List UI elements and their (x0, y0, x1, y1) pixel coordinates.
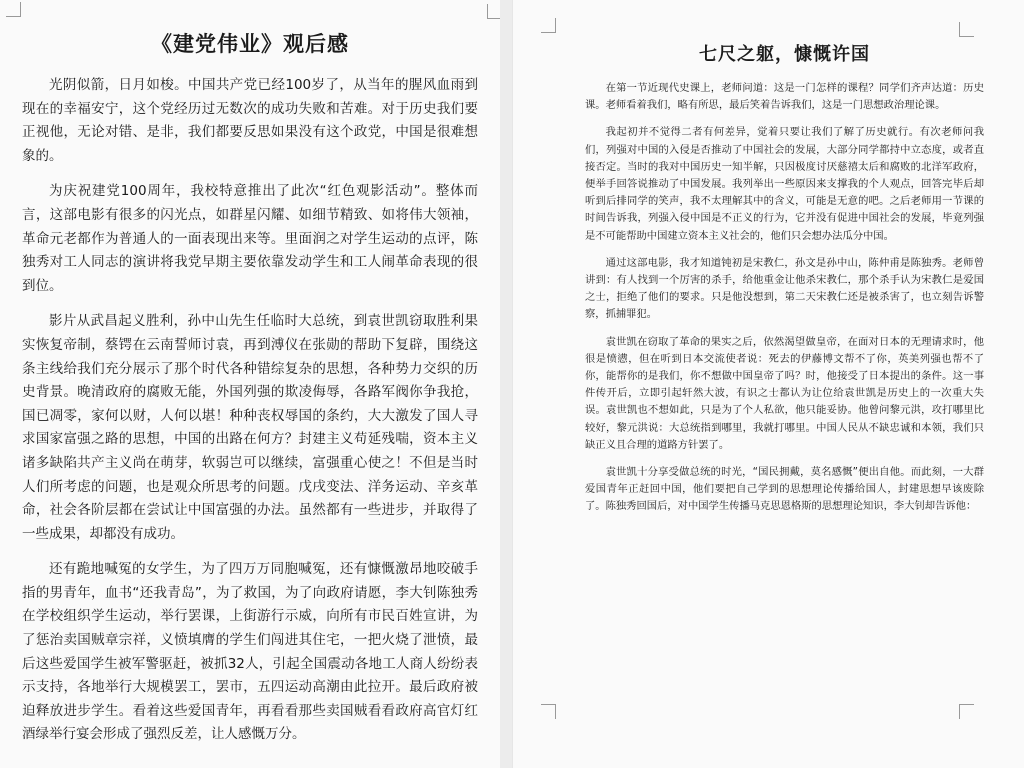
paragraph: 还有跪地喊冤的女学生，为了四万万同胞喊冤，还有慷慨激昂地咬破手指的男青年，血书“还我青岛”，为了救国，为了向政府请愿，李大钊陈独秀在学校组织学生运动，举行罢课，上街游行示威，向所有市民百姓宣讲，为了惩治卖国贼章宗祥，义愤填膺的学生们闯进其住宅，一把火烧了泄愤，最后这些爱国学生被军警驱赶，被抓32人，引起全国震动各地工人商人纷纷表示支持，各地举行大规模罢工，罢市，五四运动高潮由此拉开。最后政府被迫释放进步学生。看着这些爱国青年，再看看那些卖国贼看看政府高官灯红酒绿举行宴会形成了强烈反差，让人感慨万分。 (22, 561, 478, 743)
crop-mark-bottom-right (959, 704, 974, 719)
crop-mark-top-right (959, 22, 974, 37)
document-page-left (0, 0, 500, 768)
page-gutter (500, 0, 512, 768)
paragraph: 袁世凯在窃取了革命的果实之后，依然渴望做皇帝，在面对日本的无理请求时，他很是愤懑，但在听到日本交流使者说：死去的伊藤博文帮不了你，英美列强也帮不了你，能帮你的是我们，你不想做中国皇帝了吗？时，他接受了日本提出的条件。这一事件传开后，立即引起轩然大波，有识之士都认为让位给袁世凯是历史上的一次重大失误。袁世凯也不想如此，只是为了个人私欲，他只能妥协。他曾问黎元洪，攻打哪里比较好，黎元洪说：大总统指到哪里，我就打哪里。中国人民从不缺忠诚和本领，我们只缺正义且合理的道路方针罢了。 (585, 335, 984, 451)
paragraph: 光阴似箭，日月如梭。中国共产党已经100岁了，从当年的腥风血雨到现在的幸福安宁，这个党经历过无数次的成功失败和苦难。对于历史我们要正视他，无论对错、是非，我们都要反思如果没有这个政党，中国是很难想象的。 (22, 77, 478, 164)
paragraph: 影片从武昌起义胜利，孙中山先生任临时大总统，到袁世凯窃取胜利果实恢复帝制，蔡锷在云南誓师讨袁，再到溥仪在张勋的帮助下复辟，围绕这条主线给我们充分展示了那个时代各种错综复杂的思想，各种势力交织的历史背景。晚清政府的腐败无能，外国列强的欺凌侮辱，各路军阀你争我抢，国已凋零，家何以财，人何以堪！种种丧权辱国的条约，大大激发了国人寻求国家富强之路的思想，中国的出路在何方？封建主义苟延残喘，资本主义诸多缺陷共产主义尚在萌芽，软弱岂可以继续，富强重心使之！不但是当时人们所考虑的问题，也是观众所思考的问题。戊戌变法、洋务运动、辛亥革命，社会各阶层都在尝试让中国富强的办法。虽然都有一些进步，并取得了一些成果，却都没有成功。 (22, 313, 478, 542)
crop-mark-top-left (541, 18, 556, 33)
paragraph: 在第一节近现代史课上，老师问道：这是一门怎样的课程？同学们齐声达道：历史课。老师看着我们，略有所思，最后笑着告诉我们，这是一门思想政治理论课。 (585, 82, 984, 112)
paragraph: 我起初并不觉得二者有何差异，觉着只要让我们了解了历史就行。有次老师问我们，列强对中国的入侵是否推动了中国社会的发展，大部分同学都持中立态度，或者直接否定。当时的我对中国历史一知半解，只因极度讨厌慈禧太后和腐败的北洋军政府，便举手回答说推动了中国发展。我列举出一些原因来支撑我的个人观点，回答完毕后却听到后排同学的笑声，我不太理解其中的含义，可能是无意的吧。之后老师用一节课的时间告诉我，列强入侵中国是不正义的行为，它并没有促进中国社会的发展，毕竟列强是不可能帮助中国建立资本主义社会的，他们只会想办法瓜分中国。 (585, 126, 984, 242)
page-title: 《建党伟业》观后感 (151, 32, 349, 56)
crop-mark-bottom-left (541, 704, 556, 719)
paragraph: 通过这部电影，我才知道钝初是宋教仁，孙文是孙中山，陈仲甫是陈独秀。老师曾讲到：有人找到一个厉害的杀手，给他重金让他杀宋教仁，那个杀手认为宋教仁是爱国之士，拒绝了他们的要求。只是他没想到，第二天宋教仁还是被杀害了，也立刻告诉警察，抓捕罪犯。 (585, 256, 984, 321)
crop-mark-top-right (487, 4, 500, 19)
crop-mark-top-left (6, 2, 21, 17)
document-page-right (512, 0, 1024, 768)
page-title: 七尺之躯，慷慨许国 (699, 44, 870, 65)
paragraph: 袁世凯十分享受做总统的时光，“国民拥戴，莫名感慨”便出自他。而此刻，一大群爱国青年正赶回中国，他们要把自己学到的思想理论传播给国人，封建思想早该废除了。陈独秀回国后，对中国学生传播马克思恩格斯的思想理论知识，李大钊却告诉他： (585, 466, 984, 513)
paragraph: 为庆祝建党100周年，我校特意推出了此次“红色观影活动”。整体而言，这部电影有很多的闪光点，如群星闪耀、如细节精致、如将伟大领袖，革命元老都作为普通人的一面表现出来等。里面润之对学生运动的点评，陈独秀对工人同志的演讲将我党早期主要依靠发动学生和工人闹革命表现的很到位。 (22, 183, 478, 294)
